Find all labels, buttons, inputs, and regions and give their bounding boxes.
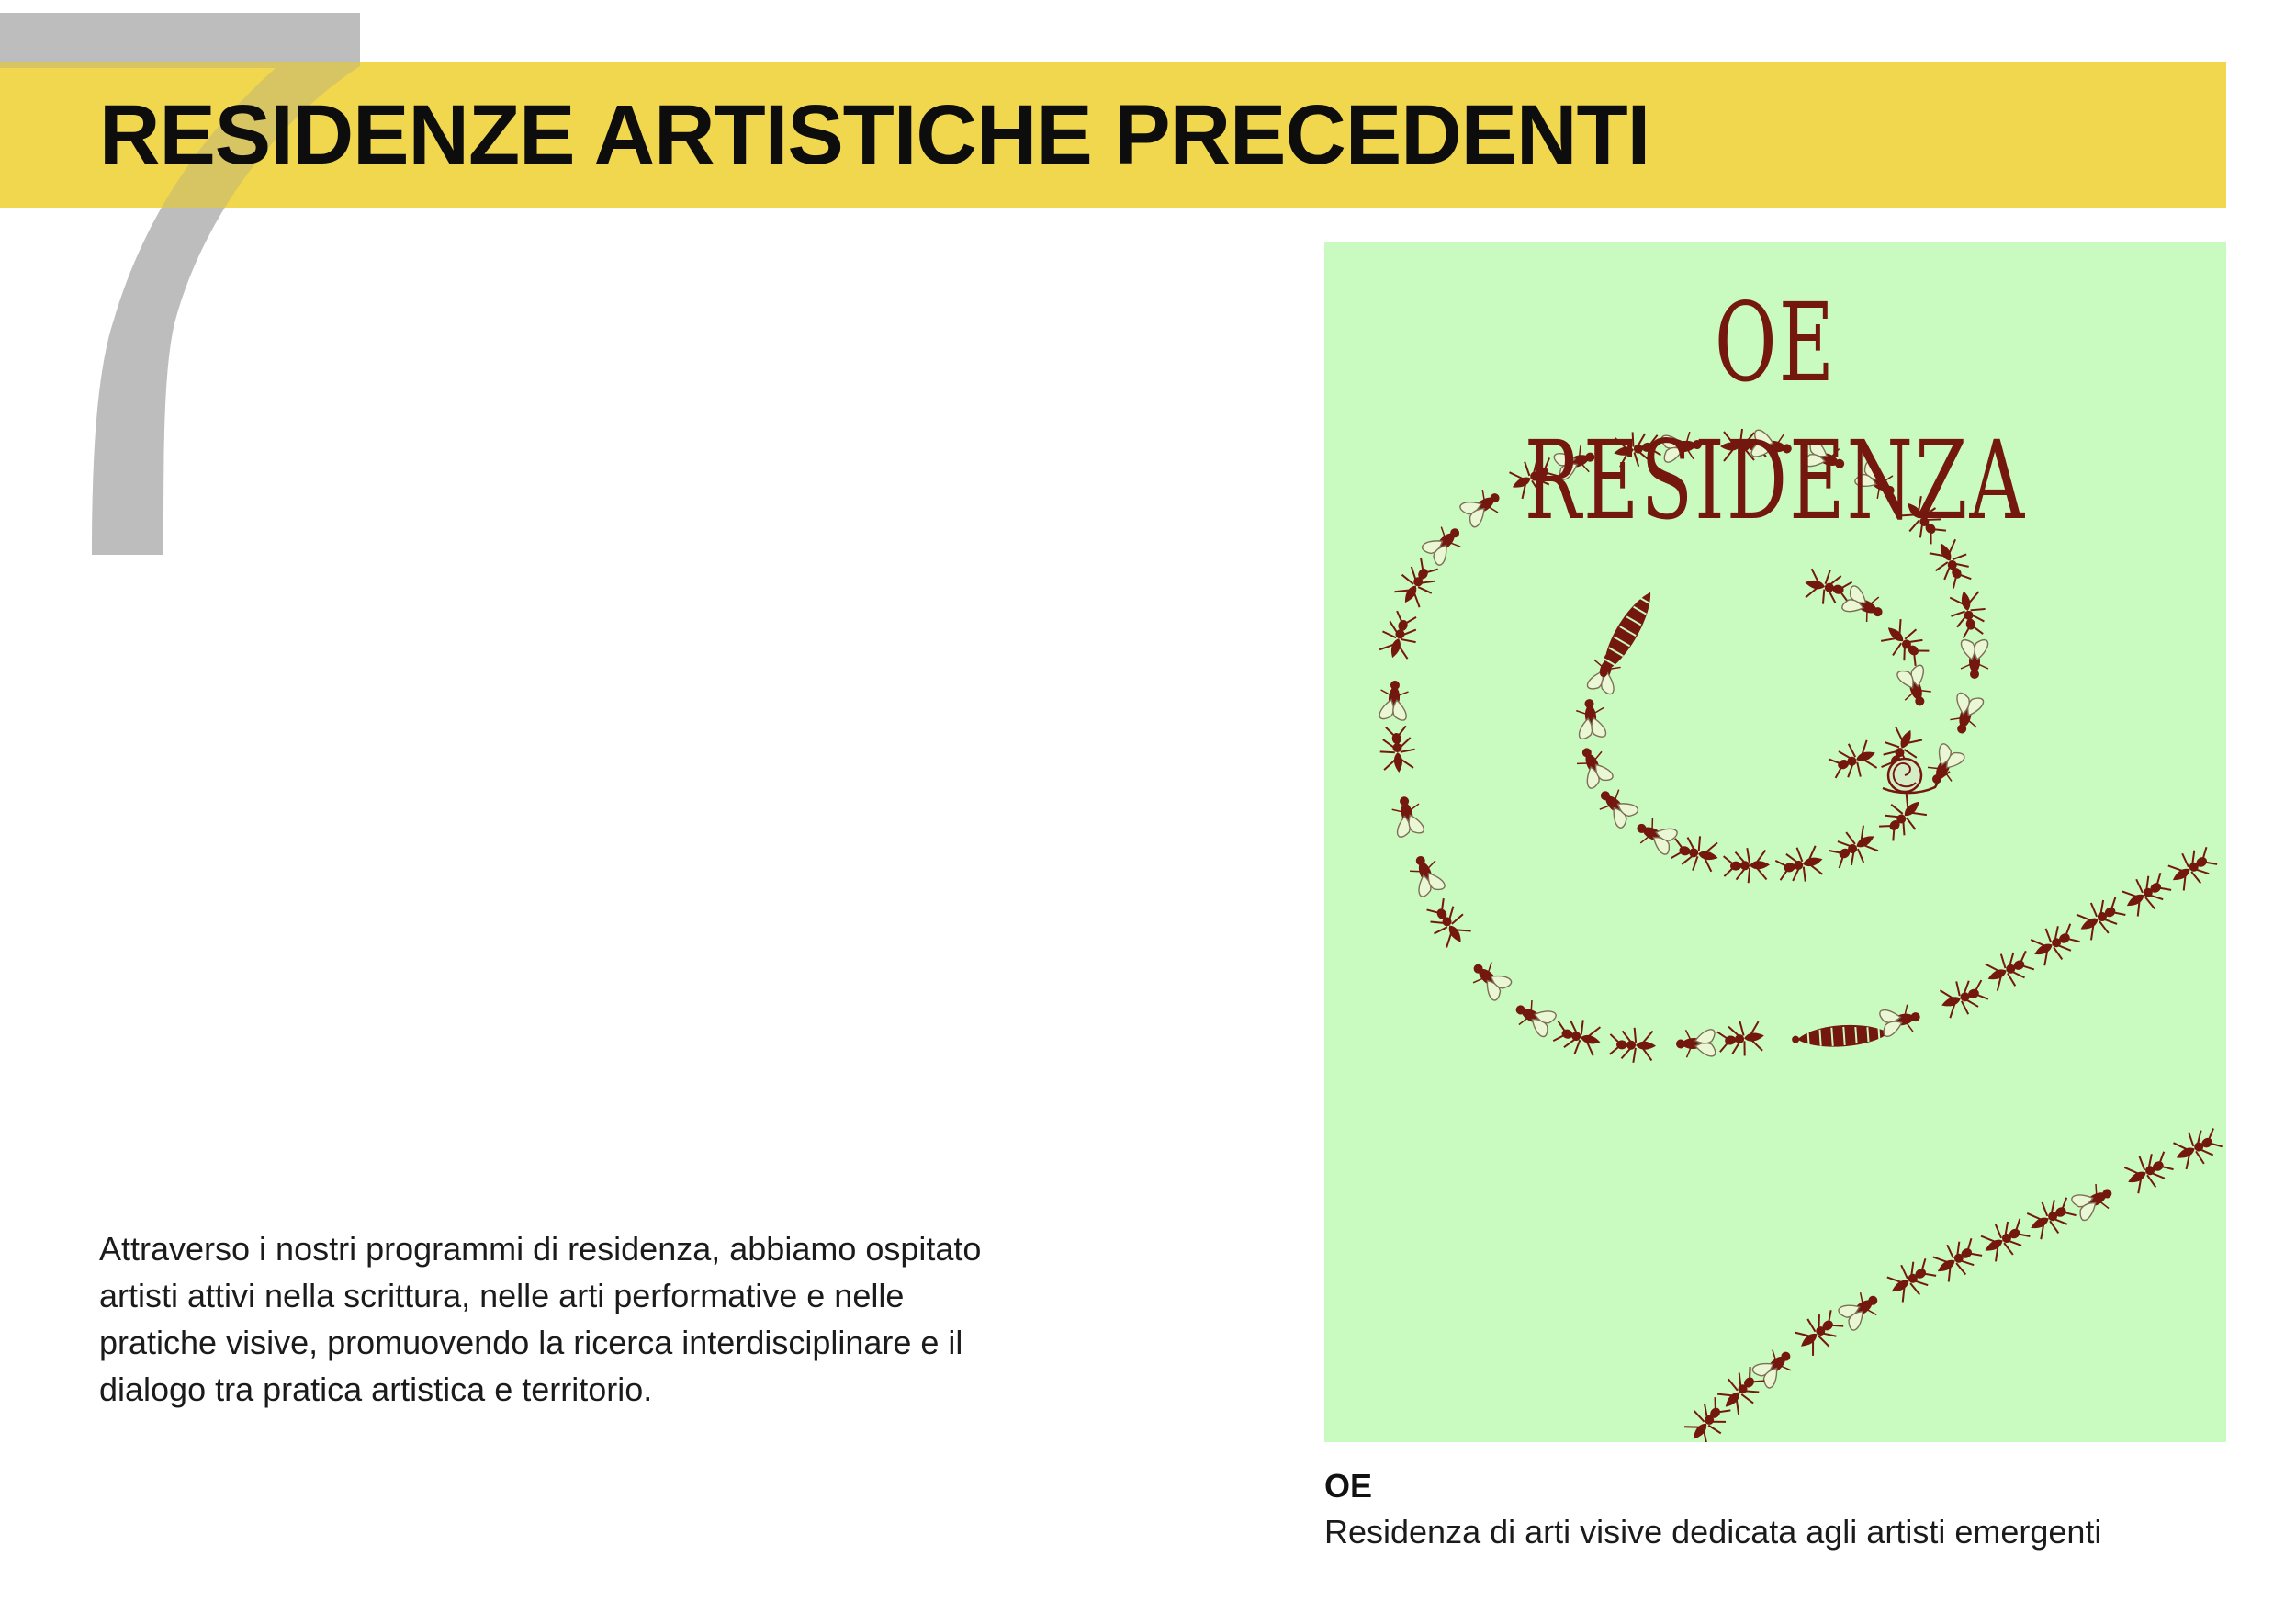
page-title: RESIDENZE ARTISTICHE PRECEDENTI	[99, 88, 1650, 182]
intro-paragraph: Attraverso i nostri programmi di residenza, abbiamo ospitato artisti attivi nella scrittura, nelle arti performative e nelle pratiche visive, promuovendo la ricerca interdisciplinare e il dialogo tra pratica artistica e territorio.	[99, 1230, 982, 1408]
poster-image	[1324, 242, 2226, 1442]
poster-caption-title: OE	[1324, 1467, 1373, 1505]
poster-caption-text: Residenza di arti visive dedicata agli artisti emergenti	[1324, 1513, 2102, 1551]
poster-title: OE RESIDENZA	[1524, 279, 2027, 544]
